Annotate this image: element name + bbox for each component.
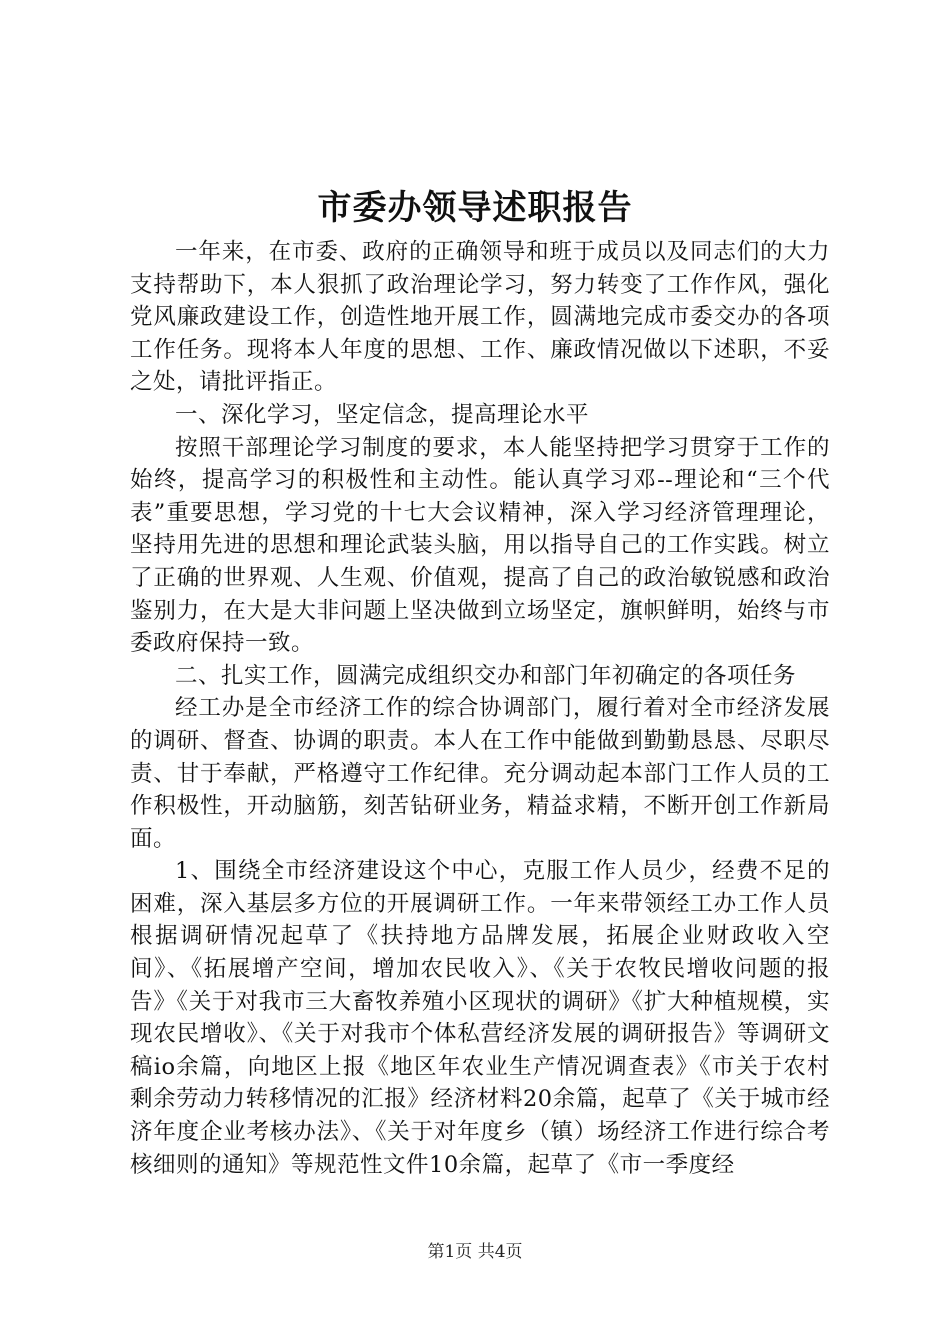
section-heading-1: 一、深化学习，坚定信念，提高理论水平 bbox=[175, 401, 590, 428]
document-title: 市委办领导述职报告 bbox=[317, 188, 633, 228]
intro-paragraph: 一年来，在市委、政府的正确领导和班于成员以及同志们的大力支持帮助下，本人狠抓了政治理论学习，努力转变了工作作风，强化党风廉政建设工作，创造性地开展工作，圆满地完成市委交办的各项工作任务。现将本人年度的思想、工作、廉政情况做以下述职，不妥之处，请批评指正。 bbox=[130, 239, 830, 396]
section-heading-2: 二、扎实工作，圆满完成组织交办和部门年初确定的各项任务 bbox=[175, 662, 797, 689]
document-body bbox=[130, 236, 830, 1181]
page-footer: 第1页 共4页 bbox=[427, 1242, 523, 1262]
section-1-paragraph: 按照干部理论学习制度的要求，本人能坚持把学习贯穿于工作的始终，提高学习的积极性和主动性。能认真学习邓--理论和“三个代表”重要思想，学习党的十七大会议精神，深入学习经济管理理论，坚持用先进的思想和理论武装头脑，用以指导自己的工作实践。树立了正确的世界观、人生观、价值观，提高了自己的政治敏锐感和政治鉴别力，在大是大非问题上坚决做到立场坚定，旗帜鲜明，始终与市委政府保持一致。 bbox=[130, 434, 830, 657]
section-2-paragraph: 经工办是全市经济工作的综合协调部门，履行着对全市经济发展的调研、督查、协调的职责。本人在工作中能做到勤勤恳恳、尽职尽责、甘于奉献，严格遵守工作纪律。充分调动起本部门工作人员的工作积极性，开动脑筋，刻苦钻研业务，精益求精，不断开创工作新局面。 bbox=[130, 695, 830, 852]
section-2-item-1-paragraph: 1、围绕全市经济建设这个中心，克服工作人员少，经费不足的困难，深入基层多方位的开展调研工作。一年来带领经工办工作人员根据调研情况起草了《扶持地方品牌发展，拓展企业财政收入空间》、《拓展增产空间，增加农民收入》、《关于农牧民增收问题的报告》《关于对我市三大畜牧养殖小区现状的调研》《扩大种植规模，实现农民增收》、《关于对我市个体私营经济发展的调研报告》等调研文稿io余篇，向地区上报《地区年农业生产情况调查表》《市关于农村剩余劳动力转移情况的汇报》经济材料20余篇，起草了《关于城市经济年度企业考核办法》、《关于对年度乡（镇）场经济工作进行综合考核细则的通知》等规范性文件10余篇，起草了《市一季度经 bbox=[130, 858, 830, 1178]
